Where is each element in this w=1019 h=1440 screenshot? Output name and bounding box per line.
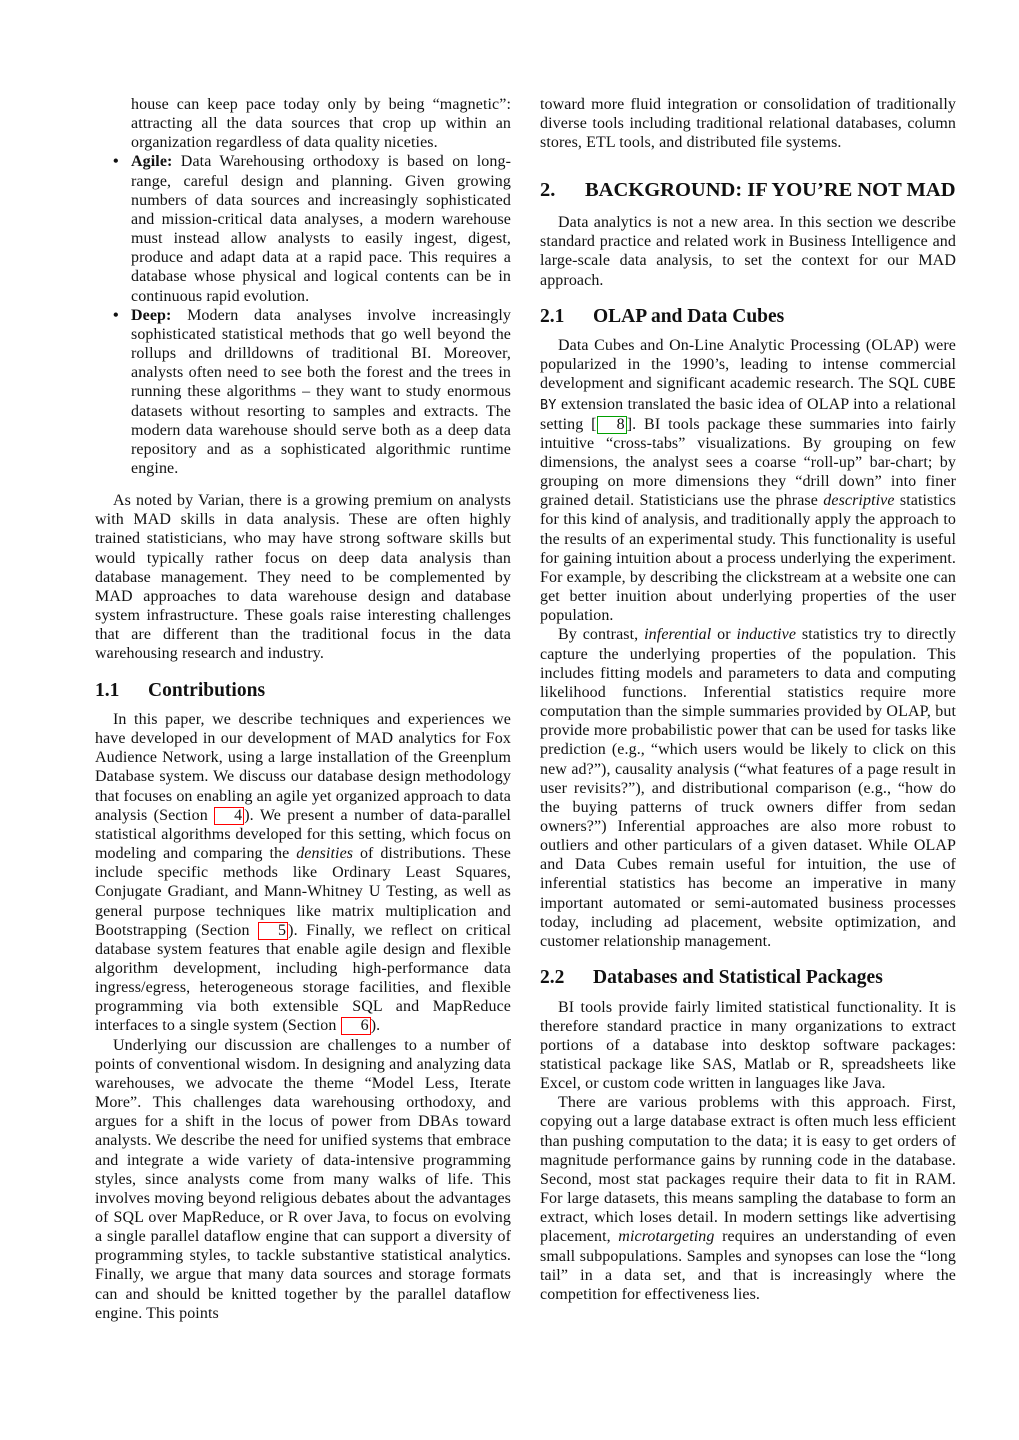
paragraph	[95, 1036, 511, 1323]
section-title: OLAP and Data Cubes	[593, 305, 785, 327]
paragraph	[540, 336, 956, 625]
bullet-marker: •	[113, 153, 119, 171]
text-segment: BI tools provide fairly limited statistical functionality. It is therefore standard practice in many organizations to extract portions of a database into desktop software packages: statistical package like SAS, Matlab or R, spreadsheets like Excel, or custom code written in languages like Java.	[540, 998, 956, 1093]
text-segment: toward more fluid integration or consolidation of traditionally diverse tools including traditional relational databases, column stores, ETL tools, and distributed file systems.	[540, 96, 956, 152]
code-inline: CUBE BY	[540, 376, 956, 413]
text-segment: In this paper, we describe techniques and experiences we have developed in our development of MAD analytics for Fox Audience Network, using a large installation of the Greenplum Database system. We discuss our database design methodology that focuses on enabling an agile yet organized approach to data analysis (Section	[95, 710, 511, 824]
section-number: 2.1	[540, 305, 565, 327]
section-ref-link[interactable]: 6	[341, 1017, 371, 1035]
text-segment: By contrast,	[558, 626, 645, 644]
section-number: 2.	[540, 179, 556, 202]
text-segment: requires an understanding of even small subpopulations. Samples and synopses can lose the “long tail” in a data set, and that is increasingly where the competition for effectiveness lies.	[540, 1228, 956, 1303]
text-segment: As noted by Varian, there is a growing premium on analysts with MAD skills in data analysis. These are often highly trained statisticians, who may have strong software skills but would typically rather focus on deep data analysis than database management. They need to be complemented by MAD approaches to data warehouse design and database system infrastructure. These goals raise interesting challenges that are different than the traditional focus in the data warehousing research and industry.	[95, 492, 511, 663]
text-segment: ). Finally, we reflect on critical database system features that enable agile design and flexible algorithm development, including high-performance data ingress/egress, heterogeneous storage facilities, and flexible programming via both extensible SQL and MapReduce interfaces to a single system (Section	[95, 921, 511, 1035]
section-title: BACKGROUND: IF YOU’RE NOT MAD	[585, 179, 956, 202]
bullet-item	[113, 306, 511, 478]
text-segment: microtargeting	[618, 1228, 715, 1246]
paragraph	[95, 491, 511, 663]
section-ref-link[interactable]: 4	[214, 807, 244, 825]
column-left	[95, 95, 511, 1323]
text-segment: statistics try to directly capture the underlying properties of the population. This includes fitting models and parameters to data and computing likelihood functions. Inferential statistics require more computation than the simple summaries provided by OLAP, but provide more probabilistic power that can be used for tasks like prediction (e.g., “which users would be likely to click on this new ad?”), causality analysis (“what features of a page result in user revisits?”), and distributional comparison (e.g., “how do the buying patterns of truck owners differ from sedan owners?”) Inferential approaches are also more robust to outliers and other particulars of a given dataset. While OLAP and Data Cubes remain useful for intuition, the use of inferential statistics has become an imperative in many important automated or semi-automated business processes today, including ad placement, website optimization, and customer relationship management.	[540, 626, 956, 950]
section-title: Contributions	[148, 679, 266, 701]
paragraph	[95, 710, 511, 1036]
section-heading	[540, 179, 956, 203]
subsection-heading	[540, 967, 956, 989]
subsection-heading	[95, 680, 511, 702]
subsection-heading	[540, 306, 956, 328]
paragraph	[540, 998, 956, 1094]
text-segment: house can keep pace today only by being “magnetic”: attracting all the data sources that crop up within an organization regardless of data quality niceties.	[131, 96, 511, 152]
section-ref-link[interactable]: 5	[258, 922, 288, 940]
text-segment: of distributions. These include specific methods like Ordinary Least Squares, Conjugate Gradiant, and Mann-Whitney U Testing, as well as general purpose techniques like matrix multiplication and Bootstrapping (Section	[95, 845, 511, 939]
paragraph	[540, 625, 956, 951]
text-segment: Agile:	[131, 153, 173, 171]
text-segment: inferential	[644, 626, 712, 644]
paragraph	[540, 95, 956, 152]
text-segment: densities	[296, 845, 354, 863]
text-segment: Data Warehousing orthodoxy is based on long-range, careful design and planning. Given growing numbers of data sources and increasingly sophisticated and mission-critical data analyses, a modern warehouse must instead allow analysts to easily ingest, digest, produce and adapt data at a rapid pace. This requires a database whose physical and logical contents can be in continuous rapid evolution.	[131, 153, 511, 305]
text-segment: Data Cubes and On-Line Analytic Processing (OLAP) were popularized in the 1990’s, leading to intense commercial development and significant academic research. The SQL	[540, 337, 956, 393]
citation-ref-link[interactable]: 8	[597, 416, 627, 434]
text-segment: ). We present a number of data-parallel statistical algorithms developed for this setting, which focus on modeling and comparing the	[95, 806, 511, 863]
text-segment: Modern data analyses involve increasingly sophisticated statistical methods that go well beyond the rollups and drilldowns of traditional BI. Moreover, analysts often need to see both the forest and the trees in running these algorithms – they want to study enormous datasets without resorting to samples and extracts. The modern data warehouse should serve both as a deep data repository and as a sophisticated algorithmic runtime engine.	[131, 306, 511, 477]
section-number: 2.2	[540, 967, 565, 989]
section-number: 1.1	[95, 679, 120, 701]
column-right	[540, 95, 956, 1304]
text-segment: extension translated the basic idea of OLAP into a relational setting [	[540, 395, 956, 433]
text-segment: or	[711, 626, 737, 644]
text-segment: statistics for this kind of analysis, and traditionally apply the approach to the results of an experimental study. This functionality is useful for gaining intuition about a process underlying the experiment. For example, by describing the clickstream at a website one can get better inuition about underlying properties of the user population.	[540, 492, 956, 625]
paragraph	[540, 1093, 956, 1304]
text-segment: Underlying our discussion are challenges to a number of points of conventional wisdom. In designing and analyzing data warehouses, we advocate the theme “Model Less, Iterate More”. This challenges data warehousing orthodoxy, and argues for a shift in the locus of power from DBAs toward analysts. We describe the need for unified systems that embrace and integrate a wide variety of data-intensive programming styles, since analysts come from many walks of life. This involves moving beyond religious debates about the advantages of SQL over MapReduce, or R over Java, to focus on evolving a single parallel dataflow engine that can support a diversity of programming styles, to tackle substantive statistical analytics. Finally, we argue that many data sources and storage formats can and should be knitted together by the parallel dataflow engine. This points	[95, 1036, 511, 1322]
text-segment: descriptive	[823, 492, 895, 510]
bullet-item	[113, 152, 511, 305]
text-segment: Data analytics is not a new area. In this section we describe standard practice and related work in Business Intelligence and large-scale data analysis, to set the context for our MAD approach.	[540, 214, 956, 289]
text-segment: There are various problems with this approach. First, copying out a large database extract is often much less efficient than pushing computation to the data; it is easy to get orders of magnitude performance gains by running code in the database. Second, most stat packages require their data to fit in RAM. For large datasets, this means sampling the database to form an extract, which loses detail. In modern settings like advertising placement,	[540, 1094, 956, 1246]
section-title: Databases and Statistical Packages	[593, 967, 883, 989]
paragraph	[131, 95, 511, 152]
text-segment: ]. BI tools package these summaries into fairly intuitive “cross-tabs” visualizations. By grouping on few dimensions, the analyst sees a coarse “roll-up” bar-chart; by grouping on more dimensions they “drill down” into finer grained detail. Statisticians use the phrase	[540, 415, 956, 510]
bullet-marker: •	[113, 306, 119, 324]
text-segment: inductive	[736, 626, 797, 644]
text-segment: ).	[370, 1017, 381, 1035]
text-segment: Deep:	[131, 306, 172, 324]
paragraph	[540, 213, 956, 290]
